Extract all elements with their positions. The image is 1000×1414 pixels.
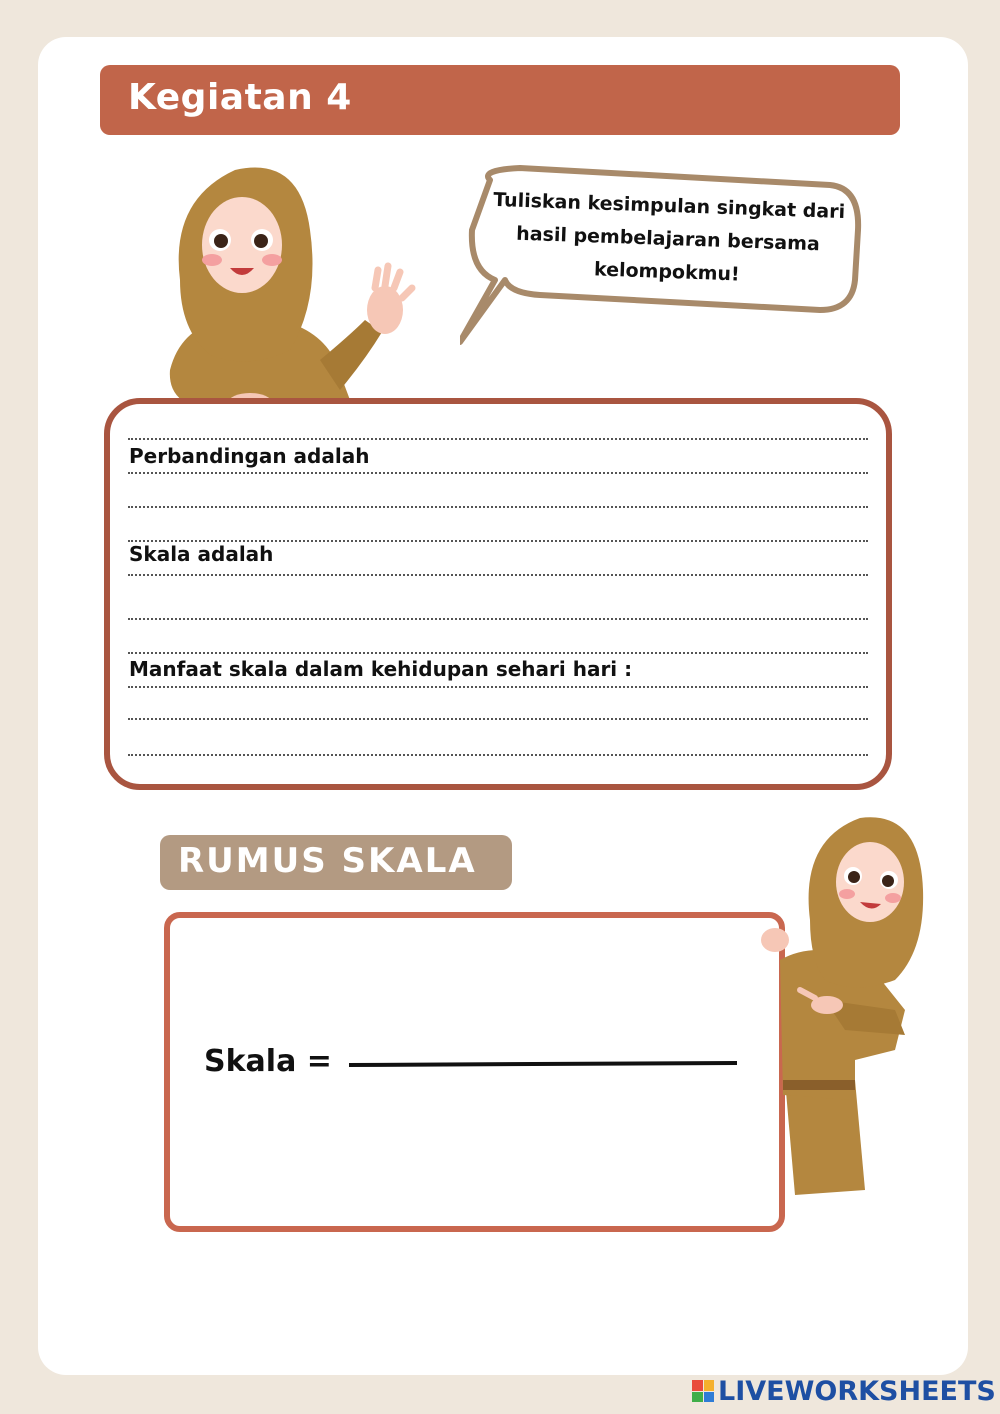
dotted-line [128, 472, 868, 474]
skala-label: Skala adalah [129, 542, 274, 566]
liveworksheets-logo-icon [692, 1380, 714, 1402]
dotted-line [128, 754, 868, 756]
teacher-illustration-pointing [755, 810, 925, 1200]
rumus-skala-tag [160, 835, 512, 890]
rumus-skala-title: RUMUS SKALA [178, 841, 477, 881]
dotted-line [128, 686, 868, 688]
dotted-line [128, 618, 868, 620]
manfaat-label: Manfaat skala dalam kehidupan sehari hari : [129, 657, 633, 681]
brand-name: LIVEWORKSHEETS [718, 1375, 996, 1407]
teacher-illustration-waving [150, 160, 420, 420]
formula-label: Skala = [204, 1044, 332, 1079]
dotted-line [128, 652, 868, 654]
liveworksheets-brand [692, 1375, 996, 1407]
dotted-line [128, 506, 868, 508]
perbandingan-label: Perbandingan adalah [129, 444, 370, 468]
activity-title: Kegiatan 4 [128, 77, 352, 118]
activity-title-bar [100, 65, 900, 135]
dotted-line [128, 574, 868, 576]
dotted-line [128, 438, 868, 440]
dotted-line [128, 718, 868, 720]
speech-bubble-text: Tuliskan kesimpulan singkat dari hasil pembelajaran bersama kelompokmu! [492, 188, 846, 286]
